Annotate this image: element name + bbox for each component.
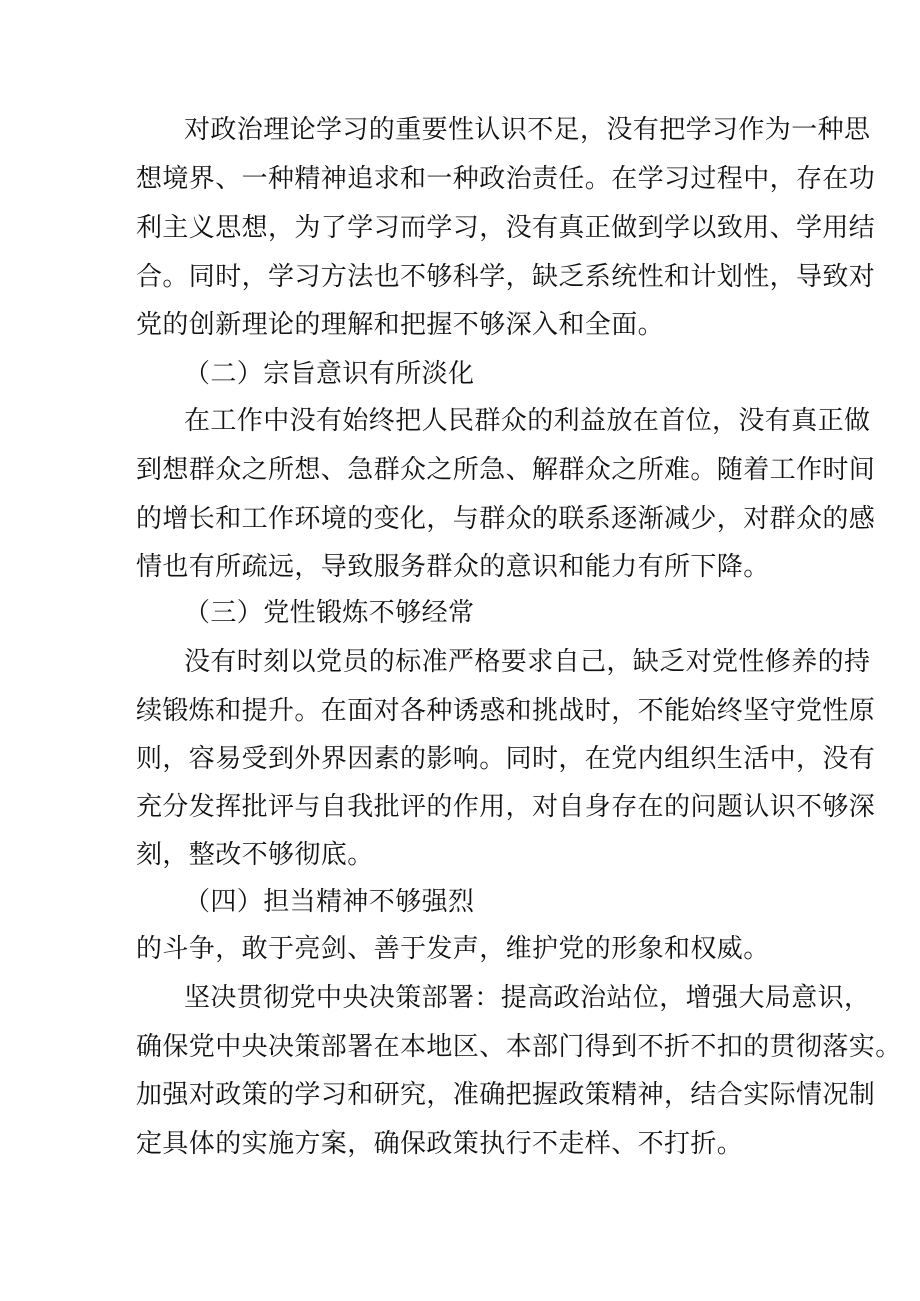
paragraph-line: 续锻炼和提升。在面对各种诱惑和挑战时，不能始终坚守党性原	[136, 696, 876, 726]
section-heading: （二）宗旨意识有所淡化	[184, 359, 475, 389]
paragraph-line: 坚决贯彻党中央决策部署：提高政治站位，增强大局意识，	[184, 983, 871, 1013]
paragraph-line: 党的创新理论的理解和把握不够深入和全面。	[136, 310, 665, 340]
paragraph-line: 在工作中没有始终把人民群众的利益放在首位，没有真正做	[184, 406, 871, 436]
paragraph-line: 确保党中央决策部署在本地区、本部门得到不折不扣的贯彻落实。	[136, 1032, 902, 1062]
paragraph-line: 情也有所疏远，导致服务群众的意识和能力有所下降。	[136, 552, 770, 582]
paragraph-line: 到想群众之所想、急群众之所急、解群众之所难。随着工作时间	[136, 455, 876, 485]
paragraph-line: 的增长和工作环境的变化，与群众的联系逐渐减少，对群众的感	[136, 504, 876, 534]
paragraph-line: 加强对政策的学习和研究，准确把握政策精神，结合实际情况制	[136, 1080, 876, 1110]
paragraph-line: 没有时刻以党员的标准严格要求自己，缺乏对党性修养的持	[184, 647, 871, 677]
paragraph-line: 则，容易受到外界因素的影响。同时，在党内组织生活中，没有	[136, 744, 876, 774]
paragraph-line: 定具体的实施方案，确保政策执行不走样、不打折。	[136, 1129, 744, 1159]
paragraph-line: 合。同时，学习方法也不够科学，缺乏系统性和计划性，导致对	[136, 262, 876, 292]
paragraph-line: 对政治理论学习的重要性认识不足，没有把学习作为一种思	[184, 115, 871, 145]
paragraph-line: 想境界、一种精神追求和一种政治责任。在学习过程中，存在功	[136, 164, 876, 194]
paragraph-line: 的斗争，敢于亮剑、善于发声，维护党的形象和权威。	[136, 934, 770, 964]
paragraph-line: 利主义思想，为了学习而学习，没有真正做到学以致用、学用结	[136, 213, 876, 243]
paragraph-line: 充分发挥批评与自我批评的作用，对自身存在的问题认识不够深	[136, 792, 876, 822]
section-heading: （四）担当精神不够强烈	[184, 887, 475, 917]
paragraph-line: 刻，整改不够彻底。	[136, 840, 374, 870]
section-heading: （三）党性锻炼不够经常	[184, 598, 475, 628]
